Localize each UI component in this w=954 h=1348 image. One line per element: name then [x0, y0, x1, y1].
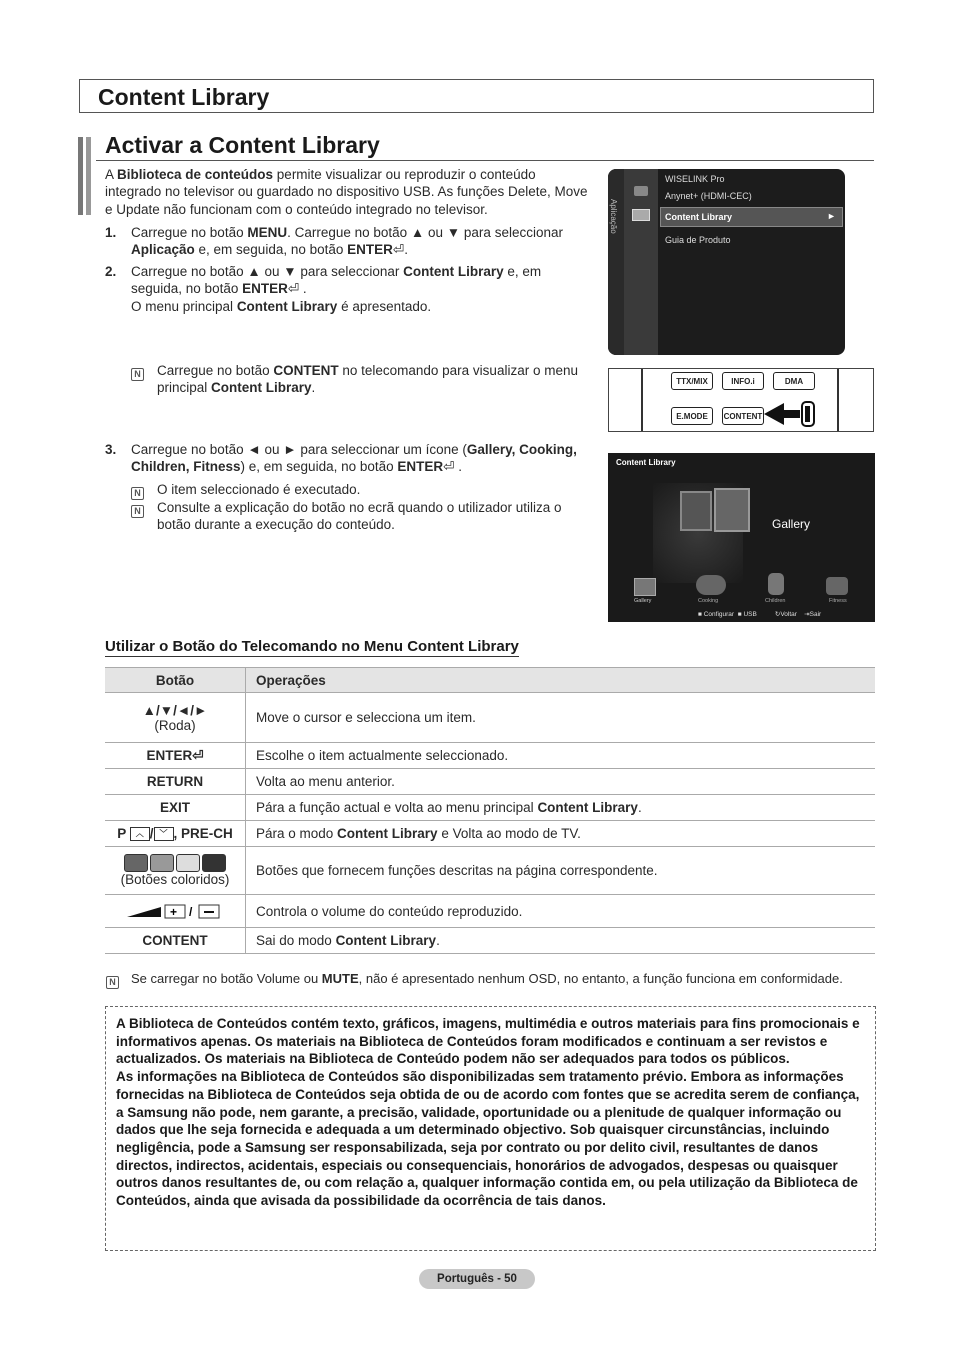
step-number: 1.	[105, 225, 117, 240]
application-icon	[632, 209, 650, 221]
table-key: RETURN	[105, 769, 246, 795]
table-value: Sai do modo Content Library.	[246, 928, 876, 954]
note-icon: N	[106, 972, 119, 990]
table-key: EXIT	[105, 795, 246, 821]
color-button-icon	[124, 854, 148, 872]
menu-item: WISELINK Pro	[665, 174, 725, 184]
picture-frame	[714, 488, 750, 532]
step-2-text: Carregue no botão ▲ ou ▼ para seleccionar Content Library e, em seguida, no botão ENTER⏎ . O menu principal Content Library é apresentado.	[131, 264, 542, 314]
table-row	[105, 847, 875, 895]
input-icon	[634, 186, 648, 196]
enter-icon: ⏎	[287, 281, 300, 297]
library-icon-label: Cooking	[698, 598, 719, 604]
table-row	[105, 821, 875, 847]
library-icon-label: Children	[765, 598, 786, 604]
color-button-icon	[202, 854, 226, 872]
remote-screenshot	[608, 368, 874, 432]
press-arrow-icon	[762, 399, 817, 429]
note-icon: N	[131, 364, 144, 382]
step-number: 3.	[105, 442, 117, 457]
table-header: Botão	[105, 668, 246, 693]
remote-button: TTX/MIX	[671, 372, 713, 390]
note-text: Carregue no botão CONTENT no telecomando para visualizar o menu principal Content Library.	[157, 363, 578, 396]
table-value: Pára a função actual e volta ao menu principal Content Library.	[246, 795, 876, 821]
heading-bar	[78, 137, 83, 215]
disclaimer-text: A Biblioteca de Conteúdos contém texto, gráficos, imagens, multimédia e outros materiais para fins promocionais e informativos apenas. Os materiais na Biblioteca de Conteúdos foram modificados e continuam a ser revistos e actualizados. Os materiais na Biblioteca de Conteúdo podem não ser adequados para todos os públicos. As informações na Biblioteca de Conteúdos são disponibilizadas sem tratamento prévio. Embora as informações fornecidas na Biblioteca de Conteúdos seja obtida de ou de acordo com fontes que se acredita serem de confiança, a Samsung não pode, nem garante, a precisão, validade, oportunidade ou a plenitude de qualquer informação ou dados que lhe seja fornecida e adequada a um determinado objectivo. Sob quaisquer circunstâncias, incluindo negligência, pode a Samsung ser responsabilizada, seja por contrato ou por delito civil, resultantes de danos directos, indirectos, acidentais, especiais ou consequenciais, honorários de advogados, despesas ou quaisquer outros danos resultantes de, ou com relação a, qualquer informação contida em, ou pela utilização da Biblioteca de Conteúdos, ainda que avisada da possibilidade da ocorrência de tais danos.	[116, 1016, 860, 1209]
cooking-icon	[696, 575, 726, 595]
color-button-icon	[150, 854, 174, 872]
menu-item: Guia de Produto	[665, 235, 731, 245]
gallery-label: Gallery	[772, 517, 811, 531]
content-library-screenshot	[608, 453, 875, 622]
picture-frame	[680, 491, 712, 531]
table-row	[105, 693, 875, 743]
channel-down-icon: ﹀	[154, 827, 174, 841]
table-key: CONTENT	[105, 928, 246, 954]
menu-icon-column	[624, 169, 658, 355]
library-bottom-bar: ■ Configurar ■ USB ↻Voltar ⇥Sair	[698, 611, 822, 618]
library-title: Content Library	[616, 458, 676, 467]
heading-bar	[86, 137, 91, 215]
remote-button: CONTENT	[722, 407, 764, 425]
page-number: Português - 50	[419, 1269, 535, 1289]
table-value: Volta ao menu anterior.	[246, 769, 876, 795]
children-icon	[768, 573, 784, 595]
table-key: P ︿ / ﹀ , PRE-CH	[105, 821, 246, 847]
table-key: ENTER⏎	[105, 743, 246, 769]
menu-side-label: Aplicação	[609, 199, 618, 234]
table-header: Operações	[246, 668, 876, 693]
table-value: Pára o modo Content Library e Volta ao modo de TV.	[246, 821, 876, 847]
heading-rule	[96, 160, 874, 161]
note-icon: N	[131, 483, 144, 501]
table-value: Escolhe o item actualmente seleccionado.	[246, 743, 876, 769]
table-value: Botões que fornecem funções descritas na página correspondente.	[246, 847, 876, 895]
svg-text:+: +	[170, 905, 178, 920]
step-1-text: Carregue no botão MENU. Carregue no botão ▲ ou ▼ para seleccionar Aplicação e, em seguida, no botão ENTER⏎.	[131, 225, 563, 258]
fitness-icon	[826, 577, 848, 595]
remote-edge	[641, 369, 643, 431]
table-key: ▲/▼/◄/► (Roda)	[105, 693, 246, 743]
enter-icon: ⏎	[192, 747, 204, 763]
volume-icon	[125, 903, 225, 919]
table-value: Controla o volume do conteúdo reproduzido.	[246, 895, 876, 928]
library-icon-label: Gallery	[634, 598, 652, 604]
subheading: Utilizar o Botão do Telecomando no Menu Content Library	[105, 638, 519, 655]
table-row	[105, 743, 875, 769]
table-row	[105, 895, 875, 928]
remote-button: E.MODE	[671, 407, 713, 425]
step-number: 2.	[105, 264, 117, 279]
svg-text:/: /	[189, 905, 193, 920]
step-3-text: Carregue no botão ◄ ou ► para seleccionar um ícone (Gallery, Cooking, Children, Fitness) e, em seguida, no botão ENTER⏎ .	[131, 442, 577, 475]
remote-button: INFO.i	[722, 372, 764, 390]
note-icon: N	[131, 501, 144, 519]
note-text: O item seleccionado é executado.	[157, 482, 361, 497]
color-button-icon	[176, 854, 200, 872]
intro-paragraph: A Biblioteca de conteúdos permite visualizar ou reproduzir o conteúdo integrado no televisor ou guardado no dispositivo USB. As funções Delete, Move e Update não funcionam com o conteúdo integrado no televisor.	[105, 167, 588, 217]
table-key	[105, 895, 246, 928]
menu-sidebar	[608, 169, 624, 355]
menu-arrow-icon: ►	[827, 211, 836, 221]
channel-up-icon: ︿	[130, 827, 150, 841]
operations-table	[105, 667, 875, 954]
remote-button: DMA	[773, 372, 815, 390]
table-row	[105, 795, 875, 821]
enter-icon: ⏎	[443, 459, 455, 475]
enter-icon: ⏎	[392, 242, 405, 258]
table-row	[105, 769, 875, 795]
note-text: Consulte a explicação do botão no ecrã quando o utilizador utiliza o botão durante a execução do conteúdo.	[157, 500, 562, 533]
table-key: (Botões coloridos)	[105, 847, 246, 895]
library-icon-label: Fitness	[829, 598, 847, 604]
bottom-note-text: Se carregar no botão Volume ou MUTE, não é apresentado nenhum OSD, no entanto, a função funciona em conformidade.	[131, 971, 843, 986]
page-title: Activar a Content Library	[105, 132, 380, 158]
section-title: Content Library	[98, 84, 270, 110]
tv-menu-screenshot	[608, 169, 845, 355]
table-value: Move o cursor e selecciona um item.	[246, 693, 876, 743]
gallery-icon	[634, 578, 656, 596]
table-row	[105, 928, 875, 954]
table-header-row	[105, 668, 875, 693]
menu-item: Anynet+ (HDMI-CEC)	[665, 191, 752, 201]
remote-edge	[837, 369, 839, 431]
menu-item-selected: Content Library	[665, 212, 733, 222]
